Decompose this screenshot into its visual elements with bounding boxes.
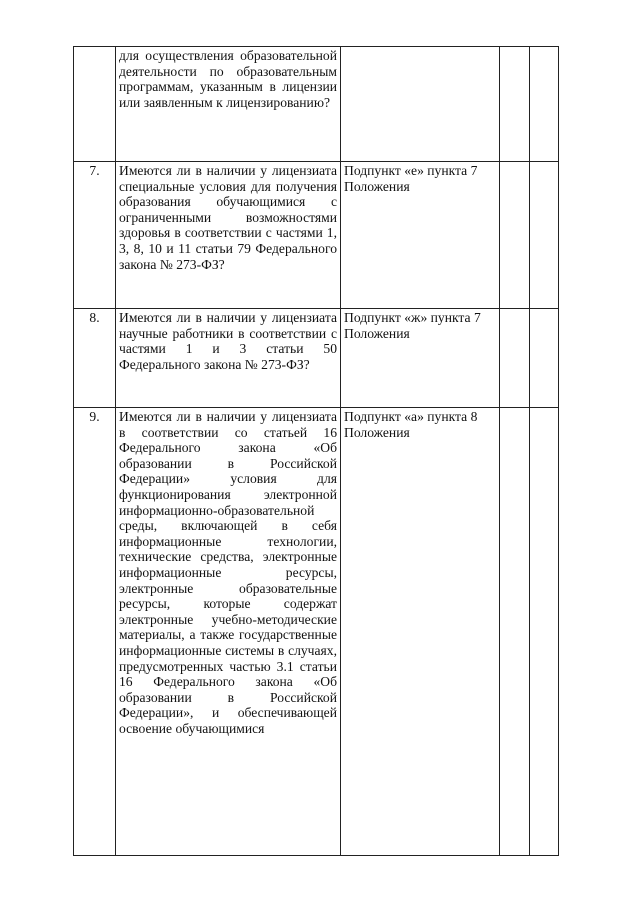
row-answer-cell — [500, 47, 530, 162]
checklist-table — [73, 46, 559, 856]
table-row — [74, 408, 559, 856]
row-note-cell — [530, 47, 559, 162]
row-answer-cell — [500, 309, 530, 408]
row-note-cell — [530, 162, 559, 309]
table-row — [74, 162, 559, 309]
row-reference: Подпункт «е» пункта 7 Положения — [341, 162, 500, 309]
row-question: Имеются ли в наличии у лицензиата научные работники в соответствии с частями 1 и 3 статьи 50 Федерального закона № 273-ФЗ? — [116, 309, 341, 408]
row-note-cell — [530, 309, 559, 408]
row-note-cell — [530, 408, 559, 856]
table-row — [74, 47, 559, 162]
row-number: 9. — [74, 408, 116, 856]
row-answer-cell — [500, 408, 530, 856]
table-row — [74, 309, 559, 408]
row-number: 8. — [74, 309, 116, 408]
row-reference — [341, 47, 500, 162]
row-number — [74, 47, 116, 162]
row-number: 7. — [74, 162, 116, 309]
row-answer-cell — [500, 162, 530, 309]
row-question: Имеются ли в наличии у лицензиата в соответствии со статьей 16 Федерального закона «Об образовании в Российской Федерации» условия для функционирования электронной информационно-образовательной среды, включающей в себя информационные технологии, технические средства, электронные информационные ресурсы, электронные образовательные ресурсы, которые содержат электронные учебно-методические материалы, а также государственные информационные системы в случаях, предусмотренных частью 3.1 статьи 16 Федерального закона «Об образовании в Российской Федерации», и обеспечивающей освоение обучающимися — [116, 408, 341, 856]
row-reference: Подпункт «а» пункта 8 Положения — [341, 408, 500, 856]
row-reference: Подпункт «ж» пункта 7 Положения — [341, 309, 500, 408]
row-question: Имеются ли в наличии у лицензиата специальные условия для получения образования обучающимися с ограниченными возможностями здоровья в соответствии с частями 1, 3, 8, 10 и 11 статьи 79 Федерального закона № 273-ФЗ? — [116, 162, 341, 309]
row-question: для осуществления образовательной деятельности по образовательным программам, указанным в лицензии или заявленным к лицензированию? — [116, 47, 341, 162]
